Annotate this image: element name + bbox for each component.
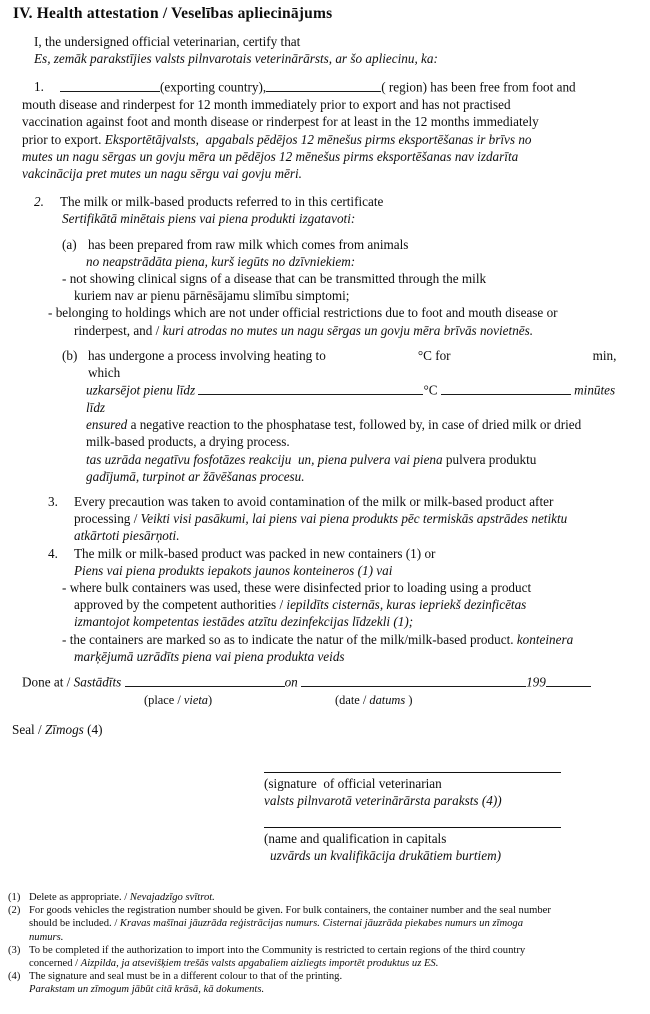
- done-at-line: [22, 673, 622, 691]
- footnote-2-line3: numurs.: [29, 931, 64, 943]
- footnote-2-number: (2): [8, 905, 21, 917]
- clause-1-number: 1.: [34, 79, 44, 95]
- footnote-1-number: (1): [8, 892, 21, 903]
- clause-3: [22, 493, 634, 510]
- clause-4-bullet-1-line2-en: approved by the competent authorities /: [74, 597, 287, 613]
- clause-3-line2-en: processing /: [74, 511, 141, 527]
- done-at-captions: [22, 692, 622, 710]
- spacer: [22, 182, 634, 193]
- done-at-label-lv: Sastādīts: [73, 674, 122, 690]
- clause-1-line1a: (exporting country),: [160, 79, 267, 95]
- clause-4-bullet-1-line2-lv: iepildīts cisternās, kuras iepriekš dezinficētas: [286, 597, 527, 613]
- clause-2b-line4: milk-based products, a drying process.: [86, 434, 290, 450]
- clause-3-line2-lv: Veikti visi pasākumi, lai piens vai piena produkts pēc termiskās apstrādes netiktu: [140, 511, 568, 527]
- clause-2b-line5-b: pulvera produktu: [442, 451, 537, 467]
- clause-2b: [22, 347, 634, 381]
- clause-2-heading-en: The milk or milk-based products referred to in this certificate: [60, 194, 384, 210]
- clause-2b-line1-a: has undergone a process involving heating to: [88, 347, 326, 363]
- clause-3-line3: atkārtoti piesārņoti.: [74, 528, 180, 544]
- clause-4-bullet-2-line2: marķējumā uzrādīts piena vai piena produkta veids: [74, 648, 345, 664]
- clause-4-number: 4.: [48, 545, 58, 561]
- signature-rule-2: [264, 827, 561, 828]
- clause-4-bullet-2-line1-en: - the containers are marked so as to indicate the natur of the milk/milk-based product.: [62, 631, 517, 647]
- clause-2b-label: (b): [62, 347, 78, 363]
- caption-date: (date / datums ): [335, 692, 413, 707]
- clause-2b-line1: [88, 347, 634, 381]
- clause-2b-line2-degc: °C: [423, 382, 438, 398]
- clause-3-line2: [22, 510, 634, 527]
- clause-1-text: [60, 78, 634, 96]
- clause-1-line2: mouth disease and rinderpest for 12 month immediately prior to export and has not practised: [22, 97, 511, 113]
- spacer: [264, 809, 564, 827]
- clause-3-line1: Every precaution was taken to avoid contamination of the milk or milk-based product after: [74, 493, 554, 509]
- clause-4-bullet-2-line1: [22, 631, 634, 648]
- document-body: [22, 33, 634, 665]
- blank-minutes[interactable]: [441, 381, 571, 395]
- clause-4: [22, 545, 634, 562]
- clause-2a-label: (a): [62, 236, 77, 252]
- footnote-4-line2: Parakstam un zīmogum jābūt citā krāsā, kā dokuments.: [29, 984, 265, 996]
- clause-2: [22, 193, 634, 210]
- clause-2a-bullet-2-en2: rinderpest, and /: [74, 322, 163, 338]
- clause-1-lv-line3: vakcinācija pret mutes un nagu sērgu vai govju mēri.: [22, 165, 302, 181]
- clause-1: [22, 78, 634, 96]
- seal-label-en: Seal /: [12, 722, 45, 737]
- footnote-2: [8, 904, 644, 917]
- blank-place[interactable]: [125, 673, 285, 687]
- clause-4-bullet-2-line1-lv: konteinera: [516, 631, 574, 647]
- clause-2a-bullet-1-lv: kuriem nav ar pienu pārnēsājamu slimību simptomi;: [74, 288, 350, 304]
- intro-line-en: I, the undersigned official veterinarian, certify that: [34, 34, 301, 49]
- clause-2b-line3-b: a negative reaction to the phosphatase test, followed by, in case of dried milk or dried: [127, 417, 582, 433]
- clause-2b-line3-a: ensured: [86, 417, 128, 433]
- clause-2a-text-en: has been prepared from raw milk which comes from animals: [88, 236, 409, 252]
- signature-caption-en: (signature of official veterinarian: [264, 776, 442, 791]
- signature-rule-1: [264, 772, 561, 773]
- signature-blocks: [264, 772, 564, 864]
- clause-2-heading-lv: Sertifikātā minētais piens vai piena produkti izgatavoti:: [62, 211, 356, 227]
- caption-date-lv: datums: [369, 692, 406, 707]
- footnotes: [8, 891, 644, 997]
- clause-2a-bullet-2-lv: kuri atrodas no mutes un nagu sērgas un govju mēra brīvās novietnēs.: [162, 322, 534, 338]
- footnote-4: [8, 970, 644, 983]
- footnote-4-line1: The signature and seal must be in a different colour to that of the printing.: [29, 971, 343, 983]
- blank-date[interactable]: [301, 673, 526, 687]
- spacer: [22, 228, 634, 236]
- clause-2b-line1-c: min, which: [88, 347, 617, 380]
- footnote-2-text: [29, 904, 644, 917]
- clause-2a-bullet-1-en: - not showing clinical signs of a disease that can be transmitted through the milk: [62, 270, 487, 286]
- clause-1-line1b: ( region) has been free from foot and: [381, 79, 576, 95]
- seal-ref: (4): [83, 722, 103, 737]
- clause-4-bullet-1-line1: - where bulk containers was used, these were disinfected prior to loading using a product: [62, 579, 532, 595]
- done-at-block: [22, 673, 622, 710]
- clause-2-number: 2.: [34, 194, 44, 210]
- blank-temperature[interactable]: [198, 381, 423, 395]
- clause-2b-line5: [22, 451, 634, 468]
- footnote-3-line2-lv: Aizpilda, ja atsevišķiem trešās valsts apgabaliem aizliegts importēt produktus uz ES.: [80, 958, 439, 970]
- blank-year[interactable]: [546, 673, 591, 687]
- clause-2b-line2-lv: uzkarsējot pienu līdz: [86, 382, 196, 398]
- clause-1-lv-line2: mutes un nagu sērgas un govju mēra un pēdējos 12 mēnešus pirms eksportēšanas nav izdarīta: [22, 148, 519, 164]
- intro-line-lv: Es, zemāk parakstījies valsts pilnvarotais veterinārārsts, ar šo apliecinu, ka:: [34, 51, 438, 67]
- blank-region[interactable]: [266, 78, 381, 92]
- clause-2a-bullet-2-line2: [22, 322, 634, 339]
- footnote-3-number: (3): [8, 944, 21, 956]
- footnote-2-line2-lv: Kravas mašīnai jāuzrāda reģistrācijas numurs. Cisternai jāuzrāda piekabes numurs un zīmoga: [119, 918, 523, 930]
- done-at-on: on: [284, 674, 298, 690]
- footnote-1: [8, 891, 644, 904]
- footnote-4-number: (4): [8, 971, 21, 983]
- spacer: [22, 339, 634, 347]
- clause-4-bullet-1-line2: [22, 596, 634, 613]
- clause-2a-bullet-2-en: - belonging to holdings which are not under official restrictions due to foot and mouth disease or: [48, 305, 558, 321]
- clause-1-line4-lv: Eksportētājvalsts, apgabals pēdējos 12 mēnešus pirms eksportēšanas ir brīvs no: [104, 131, 532, 147]
- clause-2b-line3: [22, 416, 634, 433]
- clause-4-line1: The milk or milk-based product was packed in new containers (1) or: [74, 545, 436, 561]
- clause-1-line4-en: prior to export.: [22, 131, 102, 147]
- done-at-label-en: Done at /: [22, 674, 74, 690]
- clause-2b-line1-b: °C for: [417, 347, 451, 363]
- clause-2b-line5-a: tas uzrāda negatīvu fosfotāzes reakciju un, piena pulvera vai piena: [86, 451, 443, 467]
- footnote-2-line2: [8, 917, 644, 930]
- name-caption-lv: uzvārds un kvalifikācija drukātiem burtiem): [270, 847, 501, 863]
- signature-caption-lv: valsts pilnvarotā veterinārārsta paraksts (4)): [264, 792, 502, 808]
- clause-2a: [22, 236, 634, 253]
- caption-place: (place / vieta): [144, 692, 213, 707]
- footnote-3-line2-en: concerned /: [29, 958, 81, 970]
- footnote-1-text: [29, 891, 644, 904]
- spacer: [22, 67, 634, 78]
- clause-1-line4: [22, 131, 634, 148]
- footnote-3: [8, 944, 644, 957]
- clause-2b-line2-minutes: minūtes līdz: [86, 382, 619, 415]
- seal-label-lv: Zīmogs: [44, 722, 84, 737]
- caption-place-lv: vieta: [183, 692, 208, 707]
- clause-4-line2: Piens vai piena produkts iepakots jaunos konteineros (1) vai: [74, 562, 393, 578]
- footnote-2-line1: For goods vehicles the registration number should be given. For bulk containers, the container number and the seal number: [29, 905, 551, 917]
- seal-label: [12, 722, 103, 738]
- clause-2a-text-lv: no neapstrādāta piena, kurš iegūts no dzīvniekiem:: [86, 253, 356, 269]
- footnote-3-line2: [8, 957, 644, 970]
- done-at-year: 199: [526, 674, 546, 690]
- blank-exporting-country[interactable]: [60, 78, 160, 92]
- name-caption-en: (name and qualification in capitals: [264, 831, 447, 846]
- footnote-2-line2-en: should be included. /: [29, 918, 120, 930]
- footnote-1-en: Delete as appropriate. /: [29, 892, 130, 903]
- footnote-1-lv: Nevajadzīgo svītrot.: [129, 892, 215, 903]
- spacer: [22, 485, 634, 493]
- page-title: IV. Health attestation / Veselības apliecinājums: [13, 5, 333, 22]
- clause-4-bullet-1-line3: izmantojot kompetentas iestādes atzītu dezinfekcijas līdzekli (1);: [74, 614, 414, 630]
- clause-1-line3: vaccination against foot and month disease or rinderpest for at least in the 12 months immediately: [22, 114, 539, 130]
- clause-3-number: 3.: [48, 493, 58, 509]
- footnote-3-line1: To be completed if the authorization to import into the Community is restricted to certain regions of the third country: [29, 944, 526, 956]
- clause-2b-line6: gadījumā, turpinot ar žāvēšanas procesu.: [86, 468, 305, 484]
- clause-2b-line2: [22, 381, 634, 416]
